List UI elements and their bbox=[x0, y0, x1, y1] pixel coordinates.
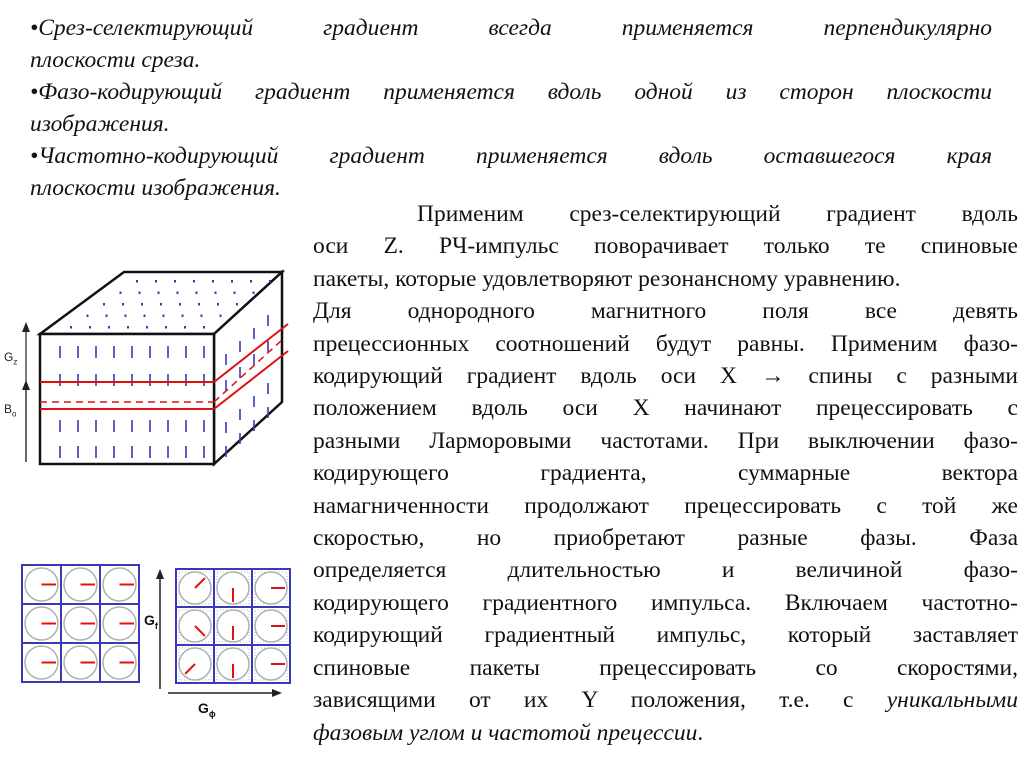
gphi-axis-label: $G_\phi$ bbox=[198, 700, 216, 719]
gphi-arrowhead-icon bbox=[272, 689, 282, 697]
phase-encoded-spin-grid bbox=[156, 563, 296, 713]
gf-axis-label: $G_f$ bbox=[144, 612, 158, 631]
paragraph-line: Для однородного магнитного поля все девять bbox=[313, 298, 1018, 325]
spin-dot bbox=[215, 292, 217, 295]
spin-dot bbox=[193, 280, 195, 283]
bullet-line: •Срез-селектирующий градиент всегда применяется перпендикулярно bbox=[30, 15, 992, 41]
spin-dot bbox=[108, 326, 110, 329]
spin-dot bbox=[106, 315, 108, 318]
paragraph-line: кодирующего градиента, суммарные вектора bbox=[313, 460, 1018, 487]
paragraph-line: пакеты, которые удовлетворяют резонансному уравнению. bbox=[313, 265, 901, 292]
line-plain: . bbox=[697, 719, 704, 746]
spin-dot bbox=[220, 315, 222, 318]
gf-arrowhead-icon bbox=[156, 569, 164, 579]
spin-dot bbox=[212, 280, 214, 283]
paragraph-line: прецессионных соотношений будут равны. Применим фазо- bbox=[313, 330, 1018, 357]
spin-dot bbox=[184, 326, 186, 329]
spin-dot bbox=[231, 280, 233, 283]
bullet-list bbox=[30, 12, 992, 204]
bullet-line: плоскости среза. bbox=[30, 47, 201, 73]
grid-cells bbox=[176, 569, 290, 683]
b0-axis-label: $B_o$ bbox=[4, 402, 17, 419]
line-plain: зависящими от их Y положения, т.е. с bbox=[313, 687, 887, 714]
spin-dot bbox=[139, 292, 141, 295]
paragraph-line: Применим срез-селектирующий градиент вдоль bbox=[417, 201, 1018, 227]
slice-cube-diagram bbox=[0, 262, 300, 472]
spin-dot bbox=[87, 315, 89, 318]
spin-dot bbox=[122, 303, 124, 306]
spin-dot bbox=[120, 292, 122, 295]
spin-dot bbox=[179, 303, 181, 306]
spin-dot bbox=[177, 292, 179, 295]
b0-arrowhead-icon bbox=[22, 380, 30, 390]
spin-dot bbox=[127, 326, 129, 329]
paragraph-line: кодирующего градиентного импульса. Включаем частотно- bbox=[313, 589, 1018, 616]
spin-dot bbox=[196, 292, 198, 295]
bullet-line: изображения. bbox=[30, 111, 170, 137]
paragraph-line bbox=[313, 684, 1018, 716]
spin-dot bbox=[155, 280, 157, 283]
paragraph-line: положением вдоль оси X начинают прецессировать с bbox=[313, 395, 1018, 422]
spin-dot bbox=[236, 303, 238, 306]
spin-dot bbox=[269, 280, 271, 283]
spin-dot bbox=[70, 326, 72, 329]
spin-dot bbox=[234, 292, 236, 295]
paragraph-line: разными Ларморовыми частотами. При выключении фазо- bbox=[313, 427, 1018, 454]
paragraph-line: оси Z. РЧ-импульс поворачивает только те спиновые bbox=[313, 233, 1018, 260]
bullet-frequency-encoding bbox=[30, 140, 992, 204]
spin-dot bbox=[158, 292, 160, 295]
cube-front-face bbox=[40, 334, 214, 464]
spin-dot bbox=[146, 326, 148, 329]
line-emphasis: фазовым углом и частотой прецессии bbox=[313, 719, 698, 746]
spin-dot bbox=[198, 303, 200, 306]
paragraph-line: намагниченности продолжают прецессировать с той же bbox=[313, 492, 1018, 519]
spin-dot bbox=[144, 315, 146, 318]
spin-dot bbox=[136, 280, 138, 283]
explanation-paragraph bbox=[313, 198, 1018, 749]
spin-dot bbox=[103, 303, 105, 306]
in-phase-spin-grid bbox=[20, 563, 144, 685]
spin-dot bbox=[125, 315, 127, 318]
spin-dot bbox=[253, 292, 255, 295]
spin-dot bbox=[182, 315, 184, 318]
paragraph-line: кодирующий градиент вдоль оси X → спины с разными bbox=[313, 363, 1018, 390]
spin-dot bbox=[250, 280, 252, 283]
bullet-line: плоскости изображения. bbox=[30, 175, 281, 201]
spin-dot bbox=[217, 303, 219, 306]
gz-axis-label: $G_z$ bbox=[4, 350, 18, 367]
bullet-phase-encoding bbox=[30, 76, 992, 140]
spin-dot bbox=[165, 326, 167, 329]
gz-arrowhead-icon bbox=[22, 322, 30, 332]
spin-dot bbox=[203, 326, 205, 329]
bullet-line: •Фазо-кодирующий градиент применяется вдоль одной из сторон плоскости bbox=[30, 79, 992, 105]
line-emphasis: уникальными bbox=[886, 687, 1018, 714]
grid-cells bbox=[22, 565, 139, 682]
spin-dot bbox=[160, 303, 162, 306]
spin-dot bbox=[141, 303, 143, 306]
spin-dot bbox=[89, 326, 91, 329]
paragraph-line bbox=[313, 717, 1018, 749]
paragraph-line: скоростью, но приобретают разные фазы. Фаза bbox=[313, 525, 1018, 552]
spin-dot bbox=[174, 280, 176, 283]
paragraph-line: кодирующий градиентный импульс, который заставляет bbox=[313, 622, 1018, 649]
paragraph-line: определяется длительностью и величиной фазо- bbox=[313, 557, 1018, 584]
paragraph-line: спиновые пакеты прецессировать со скоростями, bbox=[313, 654, 1018, 681]
spin-dot bbox=[163, 315, 165, 318]
bullet-slice-selective bbox=[30, 12, 992, 76]
spin-dot bbox=[201, 315, 203, 318]
bullet-line: •Частотно-кодирующий градиент применяется вдоль оставшегося края bbox=[30, 143, 992, 169]
